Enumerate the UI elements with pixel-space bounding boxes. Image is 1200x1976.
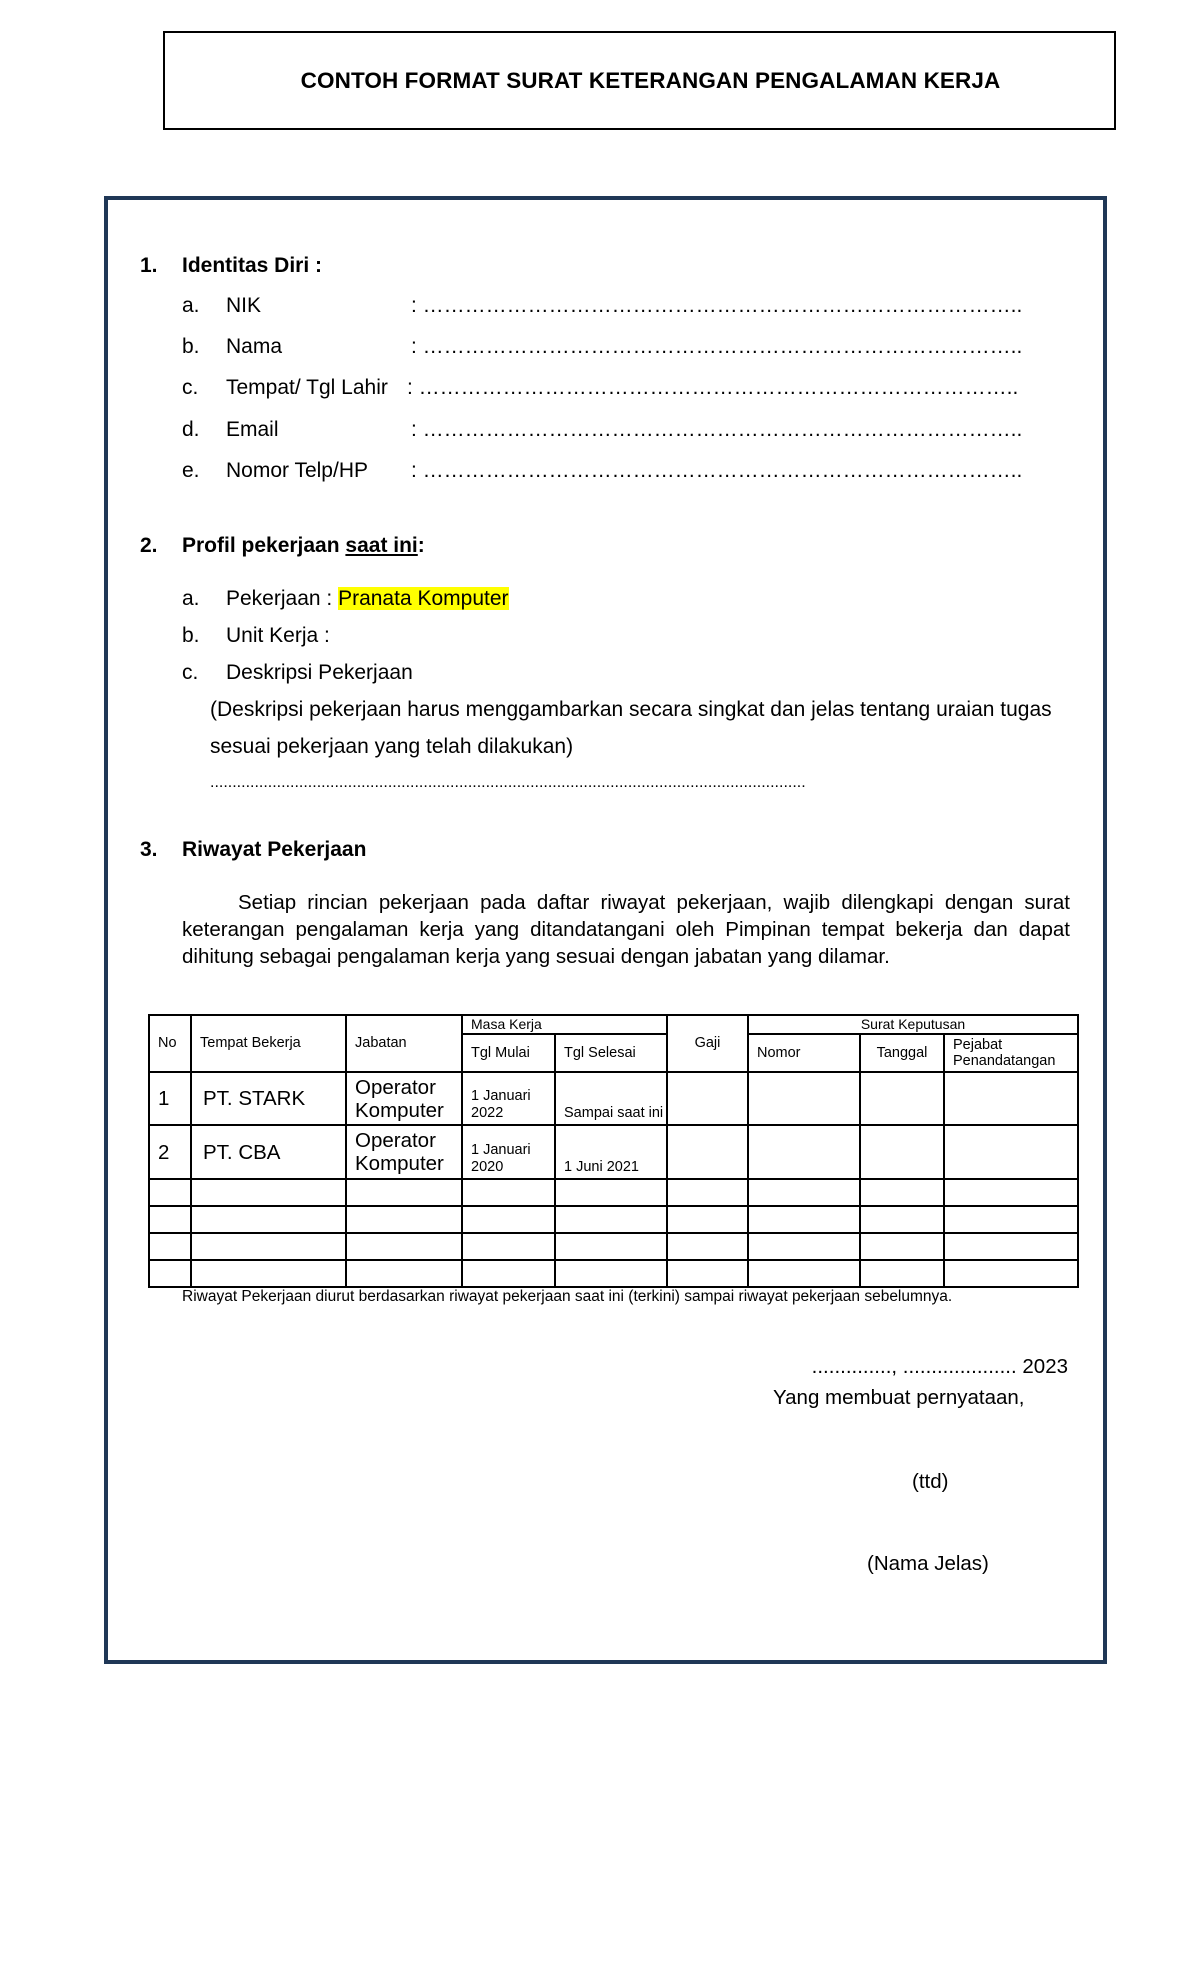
header-tempat-bekerja: Tempat Bekerja bbox=[191, 1015, 346, 1072]
table-cell-empty bbox=[555, 1206, 667, 1233]
table-row-empty bbox=[149, 1233, 1078, 1260]
signature-ttd: (ttd) bbox=[912, 1470, 949, 1493]
header-pejabat: Pejabat Penandatangan bbox=[944, 1034, 1078, 1072]
header-surat-keputusan: Surat Keputusan bbox=[748, 1015, 1078, 1034]
table-cell-empty bbox=[667, 1260, 748, 1287]
identity-item-letter: c. bbox=[182, 376, 199, 399]
table-cell-empty bbox=[555, 1233, 667, 1260]
table-cell-empty bbox=[555, 1179, 667, 1206]
table-cell-empty bbox=[667, 1206, 748, 1233]
row2-jabatan: Operator Komputer bbox=[346, 1125, 462, 1179]
description-hint-line1: (Deskripsi pekerjaan harus menggambarkan secara singkat dan jelas tentang uraian tugas bbox=[210, 698, 1052, 721]
row1-tgl-mulai: 1 Januari 2022 bbox=[462, 1072, 555, 1125]
section3-paragraph: Setiap rincian pekerjaan pada daftar riwayat pekerjaan, wajib dilengkapi dengan surat keterangan pengalaman kerja yang ditandatangani oleh Pimpinan tempat bekerja dan dapat dihitung sebagai pengalaman kerja yang sesuai dengan jabatan yang dilamar. bbox=[182, 891, 1070, 968]
document-title: CONTOH FORMAT SURAT KETERANGAN PENGALAMAN KERJA bbox=[300, 67, 1001, 93]
table-cell-empty bbox=[860, 1233, 944, 1260]
row2-tgl-mulai: 1 Januari 2020 bbox=[462, 1125, 555, 1179]
row1-jabatan: Operator Komputer bbox=[346, 1072, 462, 1125]
identity-item-letter: b. bbox=[182, 335, 200, 358]
header-nomor: Nomor bbox=[748, 1034, 860, 1072]
table-cell-empty bbox=[191, 1233, 346, 1260]
header-no: No bbox=[149, 1015, 191, 1072]
row1-gaji bbox=[667, 1072, 748, 1125]
section2-item-a-letter: a. bbox=[182, 587, 200, 610]
row1-tempat: PT. STARK bbox=[191, 1072, 346, 1125]
table-cell-empty bbox=[346, 1260, 462, 1287]
identity-item-letter: a. bbox=[182, 294, 200, 317]
section1-number: 1. bbox=[140, 254, 158, 277]
table-cell-empty bbox=[149, 1179, 191, 1206]
table-cell-empty bbox=[149, 1260, 191, 1287]
table-cell-empty bbox=[944, 1179, 1078, 1206]
section2-heading: Profil pekerjaan saat ini: bbox=[182, 534, 425, 557]
signature-statement: Yang membuat pernyataan, bbox=[773, 1386, 1025, 1409]
description-dots: ...................................................................................................................................... bbox=[210, 774, 806, 791]
identity-item-label: Nomor Telp/HP bbox=[226, 459, 368, 482]
table-cell-empty bbox=[346, 1206, 462, 1233]
table-cell-empty bbox=[462, 1179, 555, 1206]
identity-item-fill: : ………………………………………………………………………….. bbox=[407, 376, 1019, 399]
table-cell-empty bbox=[860, 1206, 944, 1233]
table-cell-empty bbox=[191, 1260, 346, 1287]
table-cell-empty bbox=[346, 1233, 462, 1260]
row1-tanggal bbox=[860, 1072, 944, 1125]
pekerjaan-value: Pranata Komputer bbox=[338, 587, 509, 610]
row2-gaji bbox=[667, 1125, 748, 1179]
header-jabatan: Jabatan bbox=[346, 1015, 462, 1072]
identity-item-label: Tempat/ Tgl Lahir bbox=[226, 376, 388, 399]
table-cell-empty bbox=[462, 1233, 555, 1260]
identity-item-letter: d. bbox=[182, 418, 200, 441]
identity-item-label: NIK bbox=[226, 294, 262, 317]
table-row bbox=[149, 1072, 1078, 1125]
signature-name: (Nama Jelas) bbox=[867, 1552, 989, 1575]
header-tgl-selesai: Tgl Selesai bbox=[555, 1034, 667, 1072]
table-cell-empty bbox=[555, 1260, 667, 1287]
row1-no: 1 bbox=[149, 1072, 191, 1125]
table-cell-empty bbox=[149, 1233, 191, 1260]
table-cell-empty bbox=[944, 1233, 1078, 1260]
table-cell-empty bbox=[191, 1206, 346, 1233]
row1-nomor bbox=[748, 1072, 860, 1125]
row1-pejabat bbox=[944, 1072, 1078, 1125]
header-tgl-mulai: Tgl Mulai bbox=[462, 1034, 555, 1072]
table-cell-empty bbox=[748, 1179, 860, 1206]
row2-tempat: PT. CBA bbox=[191, 1125, 346, 1179]
identity-item-fill: : ………………………………………………………………………….. bbox=[411, 335, 1023, 358]
table-cell-empty bbox=[944, 1260, 1078, 1287]
section3-heading: Riwayat Pekerjaan bbox=[182, 838, 367, 861]
identity-item-fill: : ………………………………………………………………………….. bbox=[411, 418, 1023, 441]
table-cell-empty bbox=[860, 1179, 944, 1206]
row2-tgl-selesai: 1 Juni 2021 bbox=[555, 1125, 667, 1179]
table-note: Riwayat Pekerjaan diurut berdasarkan riwayat pekerjaan saat ini (terkini) sampai riwayat pekerjaan sebelumnya. bbox=[182, 1288, 953, 1305]
table-cell-empty bbox=[944, 1206, 1078, 1233]
row1-tgl-selesai: Sampai saat ini bbox=[555, 1072, 667, 1125]
table-cell-empty bbox=[462, 1260, 555, 1287]
header-gaji: Gaji bbox=[667, 1015, 748, 1072]
identity-item-label: Email bbox=[226, 418, 279, 441]
identity-item-label: Nama bbox=[226, 335, 283, 358]
table-row bbox=[149, 1125, 1078, 1179]
identity-item-fill: : ………………………………………………………………………….. bbox=[411, 294, 1023, 317]
table-cell-empty bbox=[667, 1233, 748, 1260]
row2-tanggal bbox=[860, 1125, 944, 1179]
table-cell-empty bbox=[462, 1206, 555, 1233]
section2-item-c-letter: c. bbox=[182, 661, 199, 684]
table-cell-empty bbox=[748, 1206, 860, 1233]
signature-date: .............., .................... 2023 bbox=[811, 1355, 1068, 1378]
row2-no: 2 bbox=[149, 1125, 191, 1179]
title-box bbox=[163, 31, 1116, 130]
table-row-empty bbox=[149, 1206, 1078, 1233]
row2-nomor bbox=[748, 1125, 860, 1179]
work-history-table bbox=[148, 1014, 1079, 1288]
header-masa-kerja: Masa Kerja bbox=[462, 1015, 667, 1034]
section3-number: 3. bbox=[140, 838, 158, 861]
section2-item-b: Unit Kerja : bbox=[226, 624, 330, 647]
description-hint-line2: sesuai pekerjaan yang telah dilakukan) bbox=[210, 735, 574, 758]
table-cell-empty bbox=[667, 1179, 748, 1206]
table-cell-empty bbox=[149, 1206, 191, 1233]
table-cell-empty bbox=[191, 1179, 346, 1206]
table-cell-empty bbox=[860, 1260, 944, 1287]
table-row-empty bbox=[149, 1260, 1078, 1287]
identity-item-letter: e. bbox=[182, 459, 200, 482]
section2-item-c: Deskripsi Pekerjaan bbox=[226, 661, 413, 684]
table-cell-empty bbox=[346, 1179, 462, 1206]
row2-pejabat bbox=[944, 1125, 1078, 1179]
table-cell-empty bbox=[748, 1260, 860, 1287]
table-cell-empty bbox=[748, 1233, 860, 1260]
table-row-empty bbox=[149, 1179, 1078, 1206]
section1-heading: Identitas Diri : bbox=[182, 254, 323, 277]
section2-item-b-letter: b. bbox=[182, 624, 200, 647]
section2-number: 2. bbox=[140, 534, 158, 557]
header-tanggal: Tanggal bbox=[860, 1034, 944, 1072]
section2-item-a: Pekerjaan : Pranata Komputer bbox=[226, 587, 509, 610]
identity-item-fill: : ………………………………………………………………………….. bbox=[411, 459, 1023, 482]
